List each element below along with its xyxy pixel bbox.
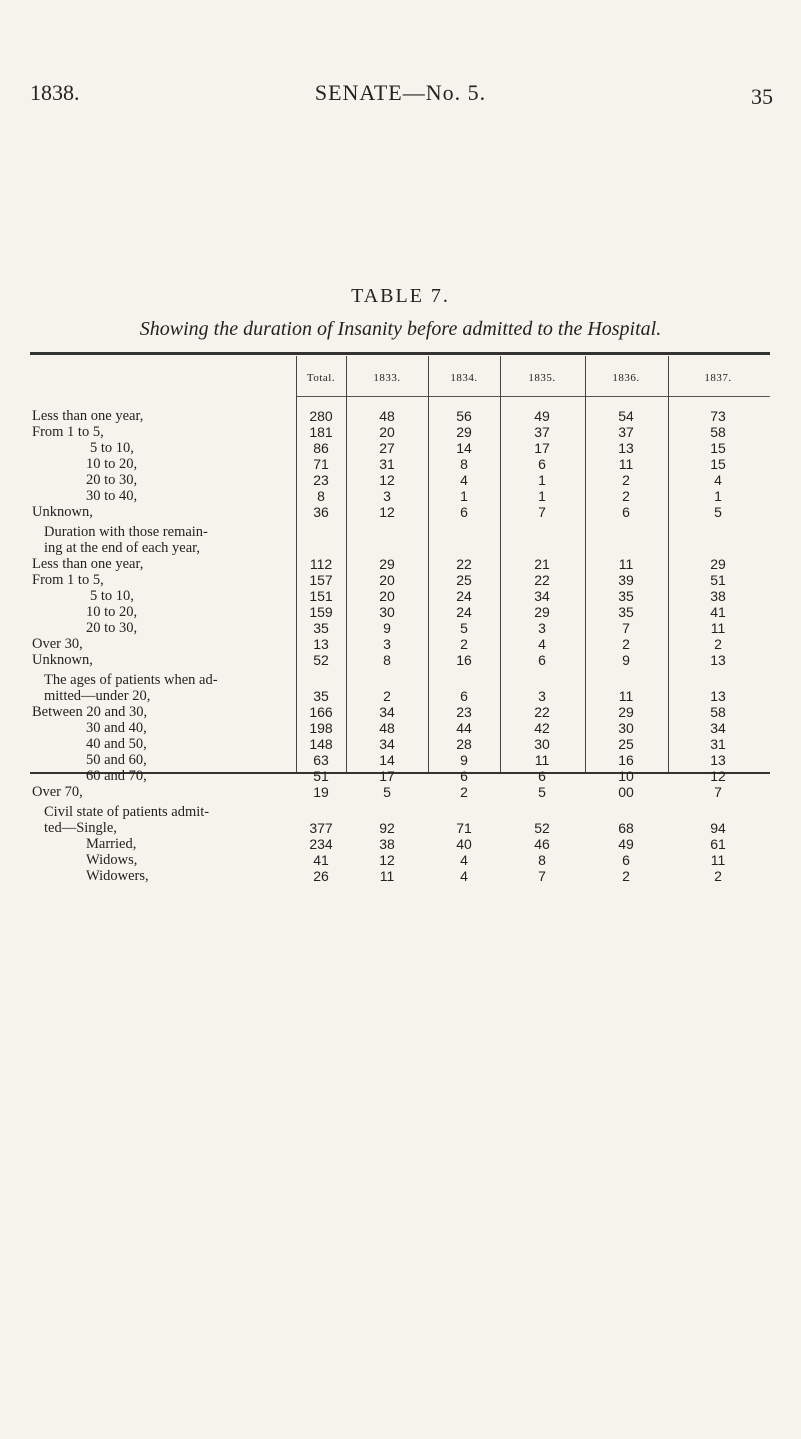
table-cell: 7 (622, 620, 630, 636)
row-label: From 1 to 5, (32, 424, 104, 440)
table-cell: 22 (534, 572, 550, 588)
table-cell: 7 (538, 504, 546, 520)
table-cell: 20 (379, 572, 395, 588)
table-cell: 41 (710, 604, 726, 620)
table-cell: 6 (460, 768, 468, 784)
table-title: TABLE 7. (351, 285, 450, 307)
table-cell: 28 (456, 736, 472, 752)
table-cell: 5 (538, 784, 546, 800)
table-cell: 35 (618, 588, 634, 604)
table-row (0, 556, 801, 572)
table-cell: 17 (534, 440, 550, 456)
table-cell: 14 (456, 440, 472, 456)
row-label: 10 to 20, (86, 604, 138, 620)
table-cell: 4 (460, 472, 468, 488)
row-label: Widowers, (86, 868, 149, 884)
table-row (0, 720, 801, 736)
table-cell: 4 (460, 852, 468, 868)
table-cell: 31 (710, 736, 726, 752)
table-cell: 13 (710, 688, 726, 704)
table-cell: 8 (383, 652, 391, 668)
table-cell: 34 (379, 736, 395, 752)
row-label: ted—Single, (44, 820, 117, 836)
table-cell: 71 (456, 820, 472, 836)
table-row (0, 440, 801, 456)
table-cell: 1 (460, 488, 468, 504)
table-cell: 49 (534, 408, 550, 424)
table-cell: 1 (538, 488, 546, 504)
table-cell: 5 (383, 784, 391, 800)
row-label: Unknown, (32, 652, 93, 668)
row-label: 5 to 10, (90, 440, 134, 456)
table-cell: 6 (538, 456, 546, 472)
row-label: 5 to 10, (90, 588, 134, 604)
table-cell: 24 (456, 588, 472, 604)
table-row (0, 572, 801, 588)
page-number: 35 (751, 84, 773, 109)
table-cell: 4 (538, 636, 546, 652)
column-header: 1833. (373, 372, 401, 384)
header-rule (296, 396, 770, 397)
table-cell: 63 (313, 752, 329, 768)
table-cell: 11 (710, 852, 726, 868)
table-row (0, 504, 801, 520)
table-cell: 6 (622, 852, 630, 868)
table-cell: 2 (622, 472, 630, 488)
table-cell: 25 (618, 736, 634, 752)
row-label: Less than one year, (32, 408, 144, 424)
table-cell: 8 (538, 852, 546, 868)
table-cell: 38 (710, 588, 726, 604)
table-cell: 20 (379, 424, 395, 440)
row-label: Between 20 and 30, (32, 704, 148, 720)
table-row (0, 604, 801, 620)
table-cell: 35 (618, 604, 634, 620)
table-cell: 15 (710, 456, 726, 472)
table-cell: 92 (379, 820, 395, 836)
table-cell: 34 (534, 588, 550, 604)
column-header: Total. (306, 372, 336, 384)
table-cell: 198 (309, 720, 333, 736)
table-cell: 148 (309, 736, 333, 752)
table-cell: 2 (460, 784, 468, 800)
table-row (0, 784, 801, 800)
row-label: Widows, (86, 852, 138, 868)
table-cell: 3 (538, 620, 546, 636)
table-cell: 34 (379, 704, 395, 720)
table-cell: 37 (618, 424, 634, 440)
table-cell: 52 (534, 820, 550, 836)
table-cell: 22 (534, 704, 550, 720)
table-cell: 3 (383, 488, 391, 504)
table-cell: 11 (618, 556, 634, 572)
row-label: mitted—under 20, (44, 688, 151, 704)
table-cell: 2 (622, 636, 630, 652)
table-cell: 159 (309, 604, 333, 620)
table-row (0, 588, 801, 604)
table-cell: 51 (710, 572, 726, 588)
table-cell: 46 (534, 836, 550, 852)
table-cell: 56 (456, 408, 472, 424)
table-cell: 14 (379, 752, 395, 768)
table-cell: 12 (379, 472, 395, 488)
section-heading: Civil state of patients admit- (44, 804, 210, 820)
table-cell: 49 (618, 836, 634, 852)
table-cell: 17 (379, 768, 395, 784)
row-label: 40 and 50, (86, 736, 147, 752)
table-cell: 8 (460, 456, 468, 472)
table-cell: 54 (618, 408, 634, 424)
table-cell: 3 (538, 688, 546, 704)
table-cell: 51 (313, 768, 329, 784)
row-label: 10 to 20, (86, 456, 138, 472)
table-cell: 6 (538, 768, 546, 784)
table-row (0, 752, 801, 768)
table-row (0, 820, 801, 836)
table-cell: 23 (313, 472, 329, 488)
table-cell: 11 (379, 868, 395, 884)
table-cell: 29 (379, 556, 395, 572)
table-cell: 1 (714, 488, 722, 504)
row-label: Unknown, (32, 504, 93, 520)
table-cell: 20 (379, 588, 395, 604)
table-cell: 157 (309, 572, 333, 588)
column-header: 1834. (450, 372, 478, 384)
table-cell: 9 (383, 620, 391, 636)
table-cell: 23 (456, 704, 472, 720)
table-cell: 8 (317, 488, 325, 504)
row-label: 20 to 30, (86, 472, 138, 488)
row-label: 50 and 60, (86, 752, 147, 768)
table-cell: 4 (460, 868, 468, 884)
table-cell: 11 (618, 456, 634, 472)
table-cell: 7 (714, 784, 722, 800)
table-cell: 73 (710, 408, 726, 424)
table-cell: 21 (534, 556, 550, 572)
table-row (0, 636, 801, 652)
table-row (0, 736, 801, 752)
header-year: 1838. (30, 80, 80, 105)
top-rule (30, 352, 770, 355)
table-cell: 6 (622, 504, 630, 520)
table-cell: 48 (379, 408, 395, 424)
table-cell: 280 (309, 408, 333, 424)
table-cell: 00 (618, 784, 634, 800)
row-label: Over 30, (32, 636, 83, 652)
table-cell: 12 (379, 504, 395, 520)
table-cell: 68 (618, 820, 634, 836)
table-cell: 29 (710, 556, 726, 572)
table-cell: 2 (714, 868, 722, 884)
table-cell: 41 (313, 852, 329, 868)
table-row (0, 836, 801, 852)
table-cell: 37 (534, 424, 550, 440)
section-heading: Duration with those remain- (44, 524, 208, 540)
table-cell: 42 (534, 720, 550, 736)
table-cell: 112 (309, 556, 333, 572)
table-cell: 377 (309, 820, 333, 836)
table-cell: 30 (534, 736, 550, 752)
table-cell: 35 (313, 688, 329, 704)
table-subtitle: Showing the duration of Insanity before admitted to the Hospital. (139, 318, 662, 340)
table-cell: 3 (383, 636, 391, 652)
table-cell: 29 (534, 604, 550, 620)
table-cell: 10 (618, 768, 634, 784)
table-cell: 40 (456, 836, 472, 852)
row-label: From 1 to 5, (32, 572, 104, 588)
table-cell: 2 (622, 488, 630, 504)
table-cell: 94 (710, 820, 726, 836)
table-cell: 5 (714, 504, 722, 520)
page-header (0, 80, 801, 120)
table-cell: 5 (460, 620, 468, 636)
table-cell: 12 (710, 768, 726, 784)
table-cell: 86 (313, 440, 329, 456)
table-cell: 15 (710, 440, 726, 456)
table-cell: 2 (622, 868, 630, 884)
table-cell: 24 (456, 604, 472, 620)
table-cell: 16 (618, 752, 634, 768)
table-row (0, 704, 801, 720)
table-cell: 12 (379, 852, 395, 868)
table-cell: 58 (710, 424, 726, 440)
table-cell: 2 (383, 688, 391, 704)
table-cell: 13 (710, 752, 726, 768)
table-cell: 61 (710, 836, 726, 852)
table-cell: 52 (313, 652, 329, 668)
table-row (0, 488, 801, 504)
row-label: Over 70, (32, 784, 83, 800)
table-cell: 2 (460, 636, 468, 652)
header-title: SENATE—No. 5. (314, 80, 487, 105)
table-cell: 6 (538, 652, 546, 668)
row-label: 30 and 40, (86, 720, 147, 736)
table-cell: 9 (622, 652, 630, 668)
table-cell: 9 (460, 752, 468, 768)
table-row (0, 408, 801, 424)
table-row (0, 620, 801, 636)
table-cell: 48 (379, 720, 395, 736)
table-cell: 30 (618, 720, 634, 736)
column-header: 1835. (528, 372, 556, 384)
table-cell: 58 (710, 704, 726, 720)
table-cell: 13 (710, 652, 726, 668)
table-cell: 11 (534, 752, 550, 768)
table-cell: 19 (313, 784, 329, 800)
table-cell: 30 (379, 604, 395, 620)
row-label: 30 to 40, (86, 488, 138, 504)
table-row (0, 868, 801, 884)
table-cell: 29 (618, 704, 634, 720)
table-cell: 13 (618, 440, 634, 456)
table-cell: 27 (379, 440, 395, 456)
table-cell: 6 (460, 688, 468, 704)
row-label: Less than one year, (32, 556, 144, 572)
table-cell: 4 (714, 472, 722, 488)
table-cell: 71 (313, 456, 329, 472)
table-row (0, 424, 801, 440)
table-cell: 22 (456, 556, 472, 572)
table-cell: 26 (313, 868, 329, 884)
table-cell: 166 (309, 704, 333, 720)
column-header: 1837. (704, 372, 732, 384)
table-row (0, 768, 801, 784)
table-cell: 29 (456, 424, 472, 440)
table-cell: 11 (618, 688, 634, 704)
table-cell: 234 (309, 836, 333, 852)
table-cell: 44 (456, 720, 472, 736)
table-cell: 34 (710, 720, 726, 736)
table-cell: 151 (309, 588, 333, 604)
table-row (0, 852, 801, 868)
table-cell: 1 (538, 472, 546, 488)
table-row (0, 688, 801, 704)
table-row (0, 456, 801, 472)
table-cell: 7 (538, 868, 546, 884)
table-row (0, 472, 801, 488)
table-row (0, 652, 801, 668)
table-cell: 31 (379, 456, 395, 472)
table-cell: 181 (309, 424, 333, 440)
section-heading: The ages of patients when ad- (44, 672, 218, 688)
table-cell: 16 (456, 652, 472, 668)
row-label: 20 to 30, (86, 620, 138, 636)
table-cell: 13 (313, 636, 329, 652)
table-cell: 35 (313, 620, 329, 636)
table-cell: 36 (313, 504, 329, 520)
table-cell: 2 (714, 636, 722, 652)
row-label: Married, (86, 836, 137, 852)
table-cell: 11 (710, 620, 726, 636)
table-cell: 6 (460, 504, 468, 520)
table-cell: 38 (379, 836, 395, 852)
row-label: 60 and 70, (86, 768, 147, 784)
section-heading: ing at the end of each year, (44, 540, 201, 556)
column-header: 1836. (612, 372, 640, 384)
table-cell: 39 (618, 572, 634, 588)
table-cell: 25 (456, 572, 472, 588)
